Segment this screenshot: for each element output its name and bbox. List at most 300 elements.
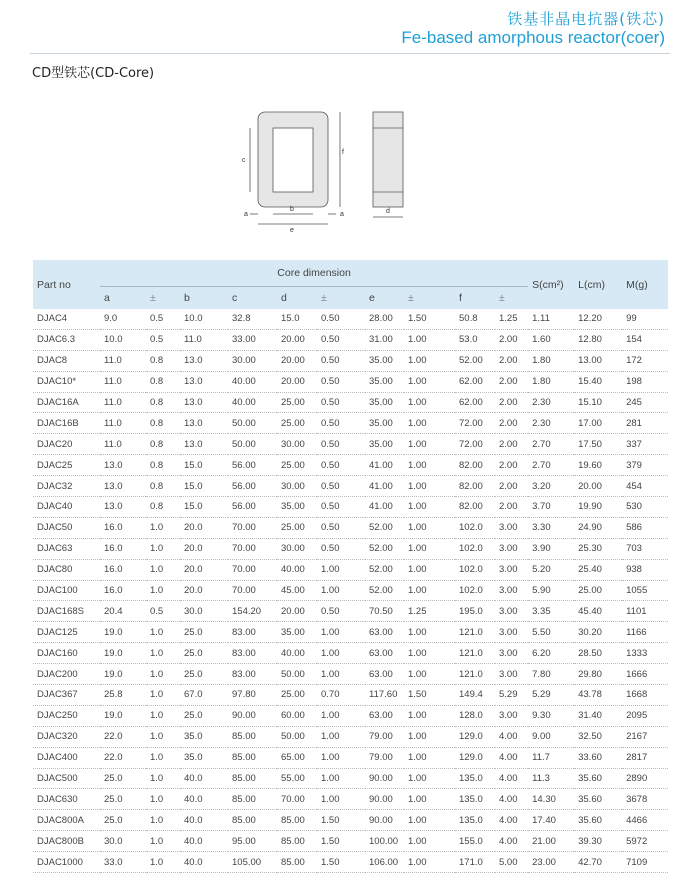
- value-cell: 70.00: [228, 580, 277, 601]
- subheader-cell: ±: [404, 287, 455, 310]
- value-cell: 3.90: [528, 538, 574, 559]
- value-cell: 1.80: [528, 371, 574, 392]
- value-cell: 0.50: [317, 392, 365, 413]
- table-row: [33, 789, 668, 810]
- part-number-cell: DJAC16B: [33, 413, 100, 434]
- value-cell: 2.00: [495, 455, 528, 476]
- value-cell: 9.0: [100, 309, 146, 329]
- value-cell: 3678: [622, 789, 668, 810]
- value-cell: 25.30: [574, 538, 622, 559]
- value-cell: 25.0: [100, 789, 146, 810]
- value-cell: 1.00: [404, 329, 455, 350]
- table-row: [33, 517, 668, 538]
- value-cell: 30.0: [100, 831, 146, 852]
- value-cell: 0.70: [317, 685, 365, 706]
- value-cell: 15.40: [574, 371, 622, 392]
- value-cell: 3.00: [495, 580, 528, 601]
- value-cell: 85.00: [228, 747, 277, 768]
- value-cell: 13.00: [574, 350, 622, 371]
- label-c: c: [242, 157, 246, 164]
- table-row: [33, 601, 668, 622]
- value-cell: 56.00: [228, 497, 277, 518]
- value-cell: 454: [622, 476, 668, 497]
- part-number-cell: DJAC40: [33, 497, 100, 518]
- value-cell: 35.00: [365, 434, 404, 455]
- table-row: [33, 622, 668, 643]
- value-cell: 1.00: [317, 789, 365, 810]
- table-row: [33, 392, 668, 413]
- value-cell: 0.8: [146, 455, 180, 476]
- value-cell: 3.30: [528, 517, 574, 538]
- value-cell: 195.0: [455, 601, 495, 622]
- table-row: [33, 538, 668, 559]
- value-cell: 135.0: [455, 810, 495, 831]
- value-cell: 63.00: [365, 622, 404, 643]
- value-cell: 5.20: [528, 559, 574, 580]
- value-cell: 2.00: [495, 371, 528, 392]
- value-cell: 90.00: [365, 768, 404, 789]
- value-cell: 1.00: [317, 580, 365, 601]
- value-cell: 82.00: [455, 455, 495, 476]
- value-cell: 20.00: [277, 350, 317, 371]
- value-cell: 85.00: [277, 852, 317, 873]
- value-cell: 19.0: [100, 705, 146, 726]
- value-cell: 13.0: [180, 413, 228, 434]
- subheader-cell: ±: [146, 287, 180, 310]
- value-cell: 41.00: [365, 455, 404, 476]
- value-cell: 703: [622, 538, 668, 559]
- value-cell: 25.00: [277, 455, 317, 476]
- value-cell: 198: [622, 371, 668, 392]
- label-b: b: [290, 206, 294, 213]
- value-cell: 5.29: [528, 685, 574, 706]
- value-cell: 1.00: [404, 434, 455, 455]
- value-cell: 45.40: [574, 601, 622, 622]
- value-cell: 16.0: [100, 580, 146, 601]
- value-cell: 1.0: [146, 789, 180, 810]
- table-row: [33, 664, 668, 685]
- value-cell: 121.0: [455, 622, 495, 643]
- value-cell: 172: [622, 350, 668, 371]
- value-cell: 6.20: [528, 643, 574, 664]
- value-cell: 95.00: [228, 831, 277, 852]
- value-cell: 53.0: [455, 329, 495, 350]
- value-cell: 15.0: [180, 476, 228, 497]
- value-cell: 25.00: [277, 517, 317, 538]
- value-cell: 128.0: [455, 705, 495, 726]
- value-cell: 154.20: [228, 601, 277, 622]
- value-cell: 62.00: [455, 392, 495, 413]
- value-cell: 29.80: [574, 664, 622, 685]
- value-cell: 3.00: [495, 517, 528, 538]
- value-cell: 63.00: [365, 664, 404, 685]
- value-cell: 35.00: [365, 413, 404, 434]
- header-s: S(cm²): [528, 260, 574, 309]
- value-cell: 83.00: [228, 643, 277, 664]
- value-cell: 2.00: [495, 350, 528, 371]
- value-cell: 83.00: [228, 664, 277, 685]
- value-cell: 3.00: [495, 664, 528, 685]
- value-cell: 105.00: [228, 852, 277, 873]
- value-cell: 1.00: [317, 705, 365, 726]
- value-cell: 28.50: [574, 643, 622, 664]
- value-cell: 3.70: [528, 497, 574, 518]
- value-cell: 32.50: [574, 726, 622, 747]
- value-cell: 5.90: [528, 580, 574, 601]
- value-cell: 90.00: [228, 705, 277, 726]
- value-cell: 30.20: [574, 622, 622, 643]
- part-number-cell: DJAC16A: [33, 392, 100, 413]
- value-cell: 1.00: [404, 538, 455, 559]
- value-cell: 72.00: [455, 434, 495, 455]
- value-cell: 33.00: [228, 329, 277, 350]
- value-cell: 20.00: [277, 601, 317, 622]
- value-cell: 3.00: [495, 622, 528, 643]
- value-cell: 52.00: [365, 538, 404, 559]
- value-cell: 1.11: [528, 309, 574, 329]
- value-cell: 25.0: [180, 622, 228, 643]
- value-cell: 102.0: [455, 517, 495, 538]
- header-m: M(g): [622, 260, 668, 309]
- value-cell: 1.00: [404, 455, 455, 476]
- value-cell: 63.00: [365, 643, 404, 664]
- value-cell: 1.00: [317, 559, 365, 580]
- value-cell: 32.8: [228, 309, 277, 329]
- value-cell: 35.60: [574, 789, 622, 810]
- value-cell: 1.50: [317, 852, 365, 873]
- part-number-cell: DJAC8: [33, 350, 100, 371]
- part-number-cell: DJAC250: [33, 705, 100, 726]
- value-cell: 1.0: [146, 685, 180, 706]
- value-cell: 19.90: [574, 497, 622, 518]
- value-cell: 0.8: [146, 497, 180, 518]
- value-cell: 20.00: [277, 371, 317, 392]
- value-cell: 0.5: [146, 309, 180, 329]
- value-cell: 85.00: [277, 831, 317, 852]
- value-cell: 2817: [622, 747, 668, 768]
- table-row: [33, 810, 668, 831]
- value-cell: 1.00: [404, 517, 455, 538]
- value-cell: 55.00: [277, 768, 317, 789]
- value-cell: 52.00: [365, 559, 404, 580]
- value-cell: 10.0: [180, 309, 228, 329]
- value-cell: 13.0: [180, 392, 228, 413]
- value-cell: 1.00: [404, 810, 455, 831]
- value-cell: 4.00: [495, 810, 528, 831]
- label-f: f: [342, 149, 344, 156]
- value-cell: 33.0: [100, 852, 146, 873]
- value-cell: 2.00: [495, 392, 528, 413]
- value-cell: 97.80: [228, 685, 277, 706]
- value-cell: 25.00: [277, 685, 317, 706]
- value-cell: 11.0: [100, 350, 146, 371]
- subheader-cell: f: [455, 287, 495, 310]
- value-cell: 938: [622, 559, 668, 580]
- part-number-cell: DJAC168S: [33, 601, 100, 622]
- value-cell: 135.0: [455, 789, 495, 810]
- label-e: e: [290, 227, 294, 234]
- table-row: [33, 852, 668, 873]
- value-cell: 0.50: [317, 309, 365, 329]
- value-cell: 85.00: [228, 810, 277, 831]
- value-cell: 1.00: [317, 747, 365, 768]
- value-cell: 50.00: [277, 726, 317, 747]
- value-cell: 25.0: [180, 705, 228, 726]
- value-cell: 35.00: [277, 622, 317, 643]
- part-number-cell: DJAC4: [33, 309, 100, 329]
- value-cell: 40.0: [180, 852, 228, 873]
- value-cell: 85.00: [277, 810, 317, 831]
- value-cell: 22.0: [100, 726, 146, 747]
- value-cell: 10.0: [100, 329, 146, 350]
- value-cell: 35.00: [365, 371, 404, 392]
- value-cell: 17.40: [528, 810, 574, 831]
- value-cell: 17.50: [574, 434, 622, 455]
- value-cell: 2.70: [528, 455, 574, 476]
- value-cell: 33.60: [574, 747, 622, 768]
- value-cell: 154: [622, 329, 668, 350]
- value-cell: 1668: [622, 685, 668, 706]
- value-cell: 30.00: [277, 434, 317, 455]
- part-number-cell: DJAC1000: [33, 852, 100, 873]
- value-cell: 129.0: [455, 726, 495, 747]
- value-cell: 1.60: [528, 329, 574, 350]
- value-cell: 3.00: [495, 705, 528, 726]
- value-cell: 1.0: [146, 768, 180, 789]
- value-cell: 1.0: [146, 580, 180, 601]
- value-cell: 70.00: [228, 538, 277, 559]
- value-cell: 40.0: [180, 768, 228, 789]
- value-cell: 50.00: [277, 664, 317, 685]
- value-cell: 3.00: [495, 559, 528, 580]
- table-row: [33, 476, 668, 497]
- value-cell: 21.00: [528, 831, 574, 852]
- value-cell: 31.00: [365, 329, 404, 350]
- value-cell: 1.00: [404, 852, 455, 873]
- table-row: [33, 705, 668, 726]
- value-cell: 1.00: [404, 705, 455, 726]
- value-cell: 1.00: [404, 664, 455, 685]
- value-cell: 11.0: [100, 434, 146, 455]
- part-number-cell: DJAC125: [33, 622, 100, 643]
- part-number-cell: DJAC100: [33, 580, 100, 601]
- value-cell: 19.60: [574, 455, 622, 476]
- label-a-left: a: [244, 211, 248, 218]
- value-cell: 25.0: [100, 810, 146, 831]
- value-cell: 1.00: [404, 768, 455, 789]
- value-cell: 0.50: [317, 434, 365, 455]
- value-cell: 0.50: [317, 329, 365, 350]
- value-cell: 1.00: [404, 580, 455, 601]
- value-cell: 0.5: [146, 601, 180, 622]
- value-cell: 171.0: [455, 852, 495, 873]
- value-cell: 25.0: [180, 643, 228, 664]
- value-cell: 85.00: [228, 768, 277, 789]
- value-cell: 2.30: [528, 413, 574, 434]
- value-cell: 25.40: [574, 559, 622, 580]
- table-row: [33, 455, 668, 476]
- value-cell: 1.00: [404, 622, 455, 643]
- part-number-cell: DJAC800B: [33, 831, 100, 852]
- value-cell: 90.00: [365, 810, 404, 831]
- value-cell: 1.0: [146, 705, 180, 726]
- value-cell: 20.0: [180, 517, 228, 538]
- subheader-cell: a: [100, 287, 146, 310]
- value-cell: 7.80: [528, 664, 574, 685]
- value-cell: 56.00: [228, 476, 277, 497]
- value-cell: 117.60: [365, 685, 404, 706]
- value-cell: 20.0: [180, 580, 228, 601]
- value-cell: 0.8: [146, 350, 180, 371]
- value-cell: 63.00: [365, 705, 404, 726]
- value-cell: 1333: [622, 643, 668, 664]
- value-cell: 35.0: [180, 747, 228, 768]
- value-cell: 19.0: [100, 622, 146, 643]
- value-cell: 23.00: [528, 852, 574, 873]
- table-row: [33, 747, 668, 768]
- value-cell: 20.00: [574, 476, 622, 497]
- value-cell: 19.0: [100, 643, 146, 664]
- value-cell: 9.00: [528, 726, 574, 747]
- value-cell: 155.0: [455, 831, 495, 852]
- value-cell: 45.00: [277, 580, 317, 601]
- part-number-cell: DJAC400: [33, 747, 100, 768]
- value-cell: 13.0: [180, 371, 228, 392]
- value-cell: 43.78: [574, 685, 622, 706]
- table-row: [33, 685, 668, 706]
- value-cell: 15.0: [180, 455, 228, 476]
- value-cell: 40.00: [228, 392, 277, 413]
- value-cell: 67.0: [180, 685, 228, 706]
- value-cell: 79.00: [365, 747, 404, 768]
- value-cell: 40.00: [277, 559, 317, 580]
- value-cell: 83.00: [228, 622, 277, 643]
- value-cell: 1.00: [404, 371, 455, 392]
- value-cell: 20.00: [277, 329, 317, 350]
- value-cell: 60.00: [277, 705, 317, 726]
- value-cell: 0.50: [317, 413, 365, 434]
- part-number-cell: DJAC50: [33, 517, 100, 538]
- part-number-cell: DJAC80: [33, 559, 100, 580]
- subheader-cell: ±: [495, 287, 528, 310]
- table-row: [33, 371, 668, 392]
- value-cell: 1.50: [317, 810, 365, 831]
- value-cell: 30.00: [277, 538, 317, 559]
- value-cell: 1.00: [404, 350, 455, 371]
- value-cell: 121.0: [455, 664, 495, 685]
- value-cell: 135.0: [455, 768, 495, 789]
- value-cell: 25.00: [277, 392, 317, 413]
- subheader-cell: e: [365, 287, 404, 310]
- value-cell: 1.50: [317, 831, 365, 852]
- table-row: [33, 413, 668, 434]
- value-cell: 0.50: [317, 350, 365, 371]
- value-cell: 41.00: [365, 497, 404, 518]
- value-cell: 35.00: [365, 350, 404, 371]
- value-cell: 12.20: [574, 309, 622, 329]
- table-row: [33, 643, 668, 664]
- value-cell: 90.00: [365, 789, 404, 810]
- value-cell: 52.00: [455, 350, 495, 371]
- value-cell: 106.00: [365, 852, 404, 873]
- value-cell: 25.00: [574, 580, 622, 601]
- table-row: [33, 350, 668, 371]
- value-cell: 1.00: [404, 747, 455, 768]
- subheader-cell: c: [228, 287, 277, 310]
- value-cell: 102.0: [455, 580, 495, 601]
- value-cell: 4.00: [495, 768, 528, 789]
- section-title: CD型铁芯(CD-Core): [32, 66, 155, 81]
- core-spec-table: [33, 260, 668, 873]
- table-row: [33, 309, 668, 329]
- table-row: [33, 497, 668, 518]
- value-cell: 149.4: [455, 685, 495, 706]
- value-cell: 0.5: [146, 329, 180, 350]
- value-cell: 11.0: [180, 329, 228, 350]
- part-number-cell: DJAC10*: [33, 371, 100, 392]
- value-cell: 25.0: [180, 664, 228, 685]
- value-cell: 24.90: [574, 517, 622, 538]
- page-title-english: Fe-based amorphous reactor(coer): [401, 28, 665, 47]
- value-cell: 5.50: [528, 622, 574, 643]
- value-cell: 35.60: [574, 768, 622, 789]
- value-cell: 35.60: [574, 810, 622, 831]
- value-cell: 5972: [622, 831, 668, 852]
- value-cell: 1.0: [146, 852, 180, 873]
- value-cell: 11.0: [100, 392, 146, 413]
- header-core-dimension: Core dimension: [100, 260, 528, 287]
- value-cell: 1.80: [528, 350, 574, 371]
- value-cell: 2167: [622, 726, 668, 747]
- value-cell: 121.0: [455, 643, 495, 664]
- value-cell: 3.20: [528, 476, 574, 497]
- header-l: L(cm): [574, 260, 622, 309]
- value-cell: 62.00: [455, 371, 495, 392]
- value-cell: 30.0: [180, 601, 228, 622]
- value-cell: 25.0: [100, 768, 146, 789]
- value-cell: 102.0: [455, 538, 495, 559]
- value-cell: 11.0: [100, 413, 146, 434]
- value-cell: 2.00: [495, 476, 528, 497]
- value-cell: 30.00: [277, 476, 317, 497]
- table-row: [33, 831, 668, 852]
- value-cell: 1.00: [404, 789, 455, 810]
- value-cell: 2.00: [495, 329, 528, 350]
- subheader-cell: b: [180, 287, 228, 310]
- value-cell: 2.00: [495, 413, 528, 434]
- value-cell: 0.50: [317, 538, 365, 559]
- value-cell: 4.00: [495, 789, 528, 810]
- value-cell: 0.50: [317, 601, 365, 622]
- value-cell: 1.50: [404, 685, 455, 706]
- part-number-cell: DJAC200: [33, 664, 100, 685]
- table-row: [33, 559, 668, 580]
- value-cell: 1.0: [146, 538, 180, 559]
- value-cell: 2.30: [528, 392, 574, 413]
- value-cell: 2.70: [528, 434, 574, 455]
- value-cell: 0.8: [146, 392, 180, 413]
- value-cell: 1.0: [146, 622, 180, 643]
- value-cell: 1.0: [146, 643, 180, 664]
- value-cell: 42.70: [574, 852, 622, 873]
- value-cell: 1.50: [404, 309, 455, 329]
- core-diagram: [230, 92, 460, 242]
- value-cell: 39.30: [574, 831, 622, 852]
- value-cell: 379: [622, 455, 668, 476]
- value-cell: 5.00: [495, 852, 528, 873]
- value-cell: 13.0: [100, 497, 146, 518]
- value-cell: 22.0: [100, 747, 146, 768]
